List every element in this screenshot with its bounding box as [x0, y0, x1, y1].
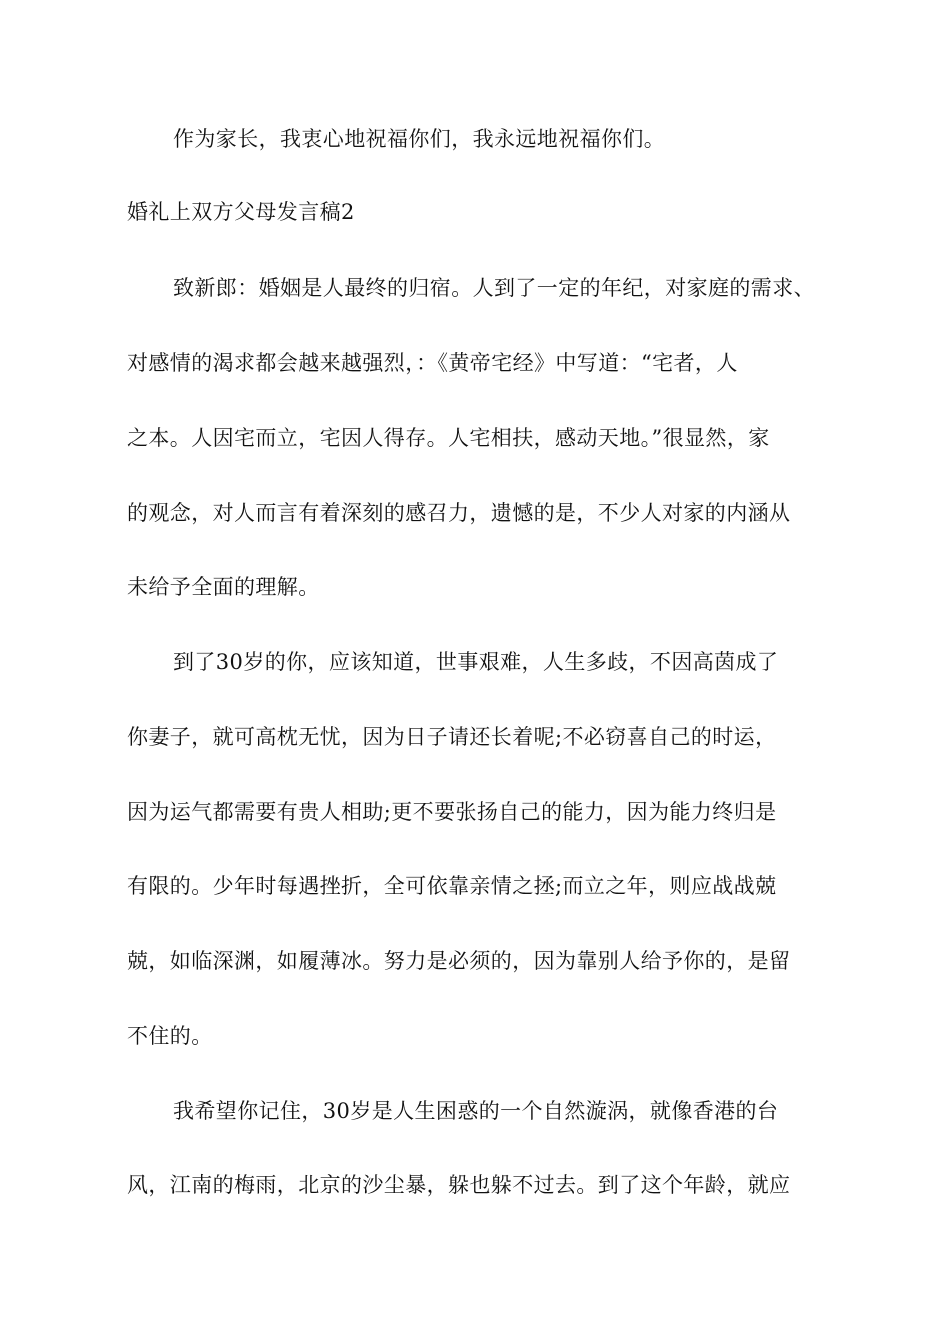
paragraph-2-line-2: 你妻子，就可高枕无忧，因为日子请还长着呢;不必窃喜自己的时运，	[127, 725, 777, 749]
paragraph-2-line-6: 不住的。	[127, 1024, 213, 1048]
paragraph-2-line-4: 有限的。少年时每遇挫折，全可依靠亲情之拯;而立之年，则应战战兢	[127, 874, 777, 898]
paragraph-3-line-1: 我希望你记住，30岁是人生困惑的一个自然漩涡，就像香港的台	[173, 1099, 779, 1123]
paragraph-3-line-2: 风，江南的梅雨，北京的沙尘暴，躲也躲不过去。到了这个年龄，就应	[127, 1173, 791, 1197]
paragraph-1-line-4: 的观念，对人而言有着深刻的感召力，遗憾的是，不少人对家的内涵从	[127, 501, 791, 525]
section-heading: 婚礼上双方父母发言稿2	[127, 200, 355, 224]
paragraph-2-line-3: 因为运气都需要有贵人相助;更不要张扬自己的能力，因为能力终归是	[127, 800, 777, 824]
paragraph-1-line-5: 未给予全面的理解。	[127, 575, 320, 599]
paragraph-1-line-1: 致新郎：婚姻是人最终的归宿。人到了一定的年纪，对家庭的需求、	[173, 276, 815, 300]
paragraph-2-line-1: 到了30岁的你，应该知道，世事艰难，人生多歧，不因高茵成了	[173, 650, 779, 674]
paragraph-2-line-5: 兢，如临深渊，如履薄冰。努力是必须的，因为靠别人给予你的，是留	[127, 949, 791, 973]
paragraph-1-line-2: 对感情的渴求都会越来越强烈，：《黄帝宅经》中写道：“宅者，人	[127, 351, 738, 375]
paragraph-closing-line: 作为家长，我衷心地祝福你们，我永远地祝福你们。	[173, 127, 666, 151]
paragraph-1-line-3: 之本。人因宅而立，宅因人得存。人宅相扶，感动天地。”很显然，家	[127, 426, 770, 450]
